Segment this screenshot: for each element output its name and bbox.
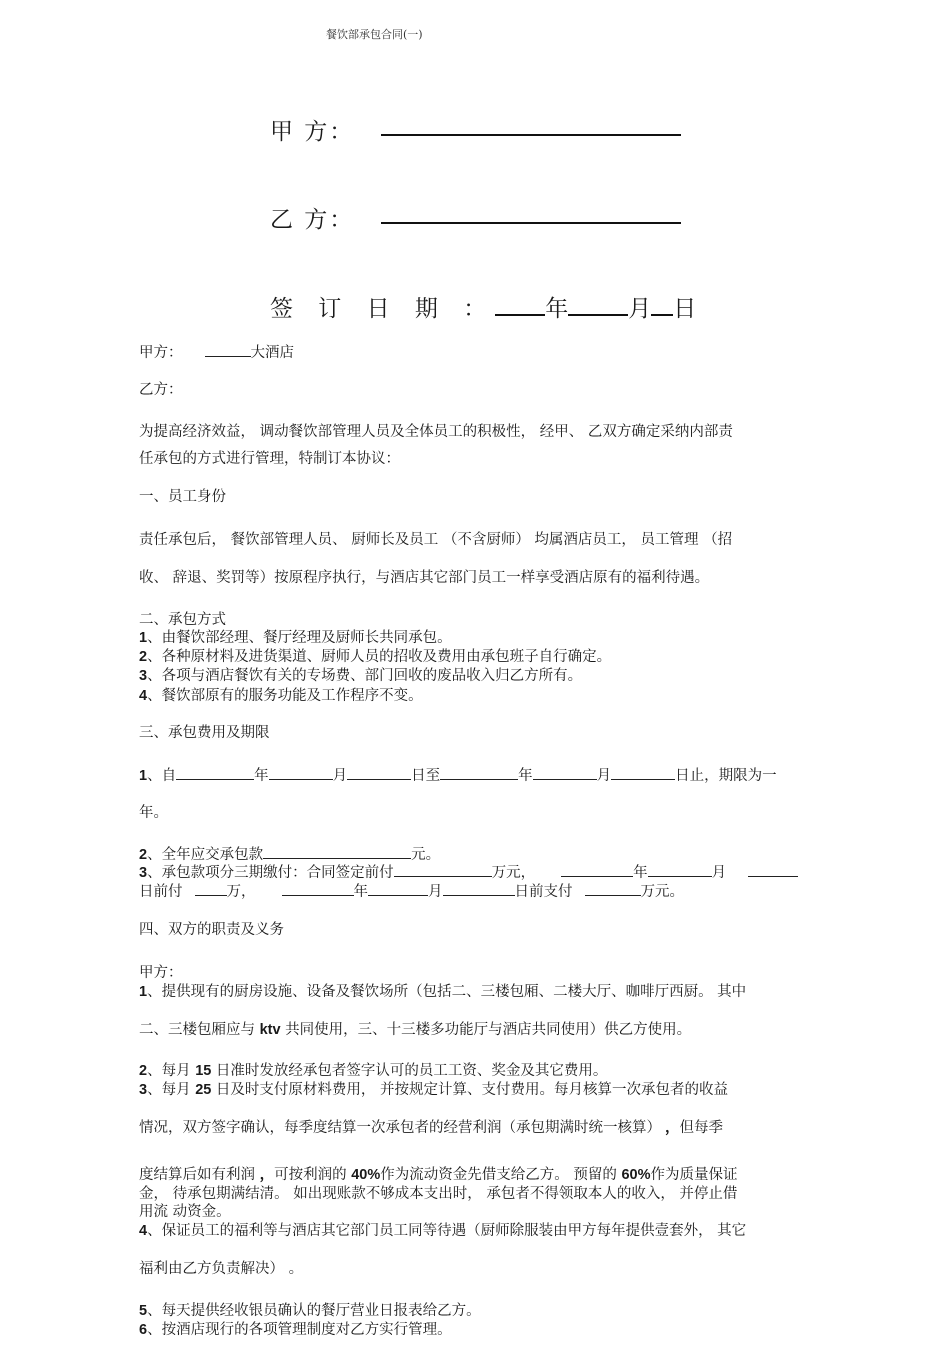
duty-1-line-1: [139, 980, 746, 1001]
text-segment: 、按酒店现行的各项管理制度对乙方实行管理。: [147, 1322, 452, 1338]
text-segment: 、承包款项分三期缴付：合同签定前付: [147, 865, 394, 881]
section-2-heading: 二、承包方式: [139, 612, 226, 628]
text-segment: 月: [332, 768, 348, 784]
text-segment: 万，: [226, 884, 256, 900]
duty-4-line-2: 福利由乙方负责解决） 。: [139, 1261, 304, 1277]
text-segment: 25: [195, 1082, 212, 1098]
party-a-label: 甲方：: [139, 345, 183, 361]
duty-2: [139, 1059, 607, 1080]
party-a-name: 大酒店: [250, 345, 294, 361]
fill-in-blank: [195, 881, 227, 896]
duty-3-line-4: 金， 待承包期满结清。 如出现账款不够成本支出时， 承包者不得领取本人的收入， 并停止借: [139, 1186, 738, 1202]
sign-date-label: 签 订 日 期 ：: [270, 296, 496, 322]
end-year-blank: [440, 765, 518, 780]
text-segment: 日至: [411, 768, 441, 784]
text-segment: 情况，双方签字确认，每季度结算一次承包者的经营利润（承包期满时统一核算）: [139, 1120, 661, 1136]
sign-year-label: 年: [545, 296, 569, 322]
start-month-blank: [269, 765, 333, 780]
sign-date-row: [270, 290, 696, 323]
text-segment: 、餐饮部原有的服务功能及工作程序不变。: [147, 688, 423, 704]
text-segment: 4: [139, 688, 148, 704]
sign-day-blank: [651, 294, 673, 316]
text-segment: 但每季: [679, 1120, 724, 1136]
text-segment: 15: [195, 1063, 212, 1079]
duty-3-line-5: 用流 动资金。: [139, 1204, 231, 1220]
fill-in-blank: [748, 862, 798, 877]
term-period-line: [139, 764, 777, 785]
annual-fee-blank: [263, 844, 411, 859]
section-3-heading: 三、承包费用及期限: [139, 725, 270, 741]
text-segment: 、提供现有的厨房设施、设备及餐饮场所（包括二、三楼包厢、二楼大厅、咖啡厅西厨。 其中: [147, 984, 747, 1000]
text-segment: 1: [139, 630, 148, 646]
start-year-blank: [176, 765, 254, 780]
text-segment: 60%: [621, 1167, 651, 1183]
text-segment: ，: [259, 1167, 275, 1183]
text-segment: 年: [254, 768, 269, 784]
fill-in-blank: [394, 862, 492, 877]
list-item: [139, 645, 611, 666]
fill-in-blank: [585, 881, 641, 896]
list-item: [139, 626, 452, 647]
text-segment: ，: [661, 1120, 680, 1136]
text-segment: 元。: [411, 847, 441, 863]
end-day-blank: [611, 765, 675, 780]
party-b-signature-line: [381, 222, 681, 224]
section-1-line-2: 收、 辞退、奖罚等）按原程序执行，与酒店其它部门员工一样享受酒店原有的福利待遇。: [139, 570, 710, 586]
sign-day-label: 日: [673, 296, 697, 322]
fill-in-blank: [443, 881, 515, 896]
text-segment: 日前付: [139, 884, 183, 900]
end-month-blank: [533, 765, 597, 780]
text-segment: 日止，期限为一: [675, 768, 777, 784]
section-1-heading: 一、员工身份: [139, 489, 226, 505]
text-segment: 3: [139, 1082, 148, 1098]
party-a-cover-label: 甲 方：: [270, 119, 355, 145]
start-day-blank: [347, 765, 411, 780]
intro-line-1: 为提高经济效益， 调动餐饮部管理人员及全体员工的积极性， 经甲、 乙双方确定采纳内部责: [139, 424, 733, 440]
payment-line-1: [139, 861, 798, 882]
sign-month-blank: [568, 294, 628, 316]
text-segment: 2: [139, 649, 148, 665]
text-segment: 4: [139, 1223, 148, 1239]
document-header-title: 餐饮部承包合同(一): [326, 28, 423, 41]
text-segment: 年: [518, 768, 533, 784]
text-segment: 日前支付: [514, 884, 573, 900]
text-segment: 作为流动资金先借支给乙方。 预留的: [380, 1167, 622, 1183]
intro-line-2: 任承包的方式进行管理，特制订本协议：: [139, 451, 400, 467]
text-segment: 、各种原材料及进货渠道、厨师人员的招收及费用由承包班子自行确定。: [147, 649, 612, 665]
party-b-cover-label: 乙 方：: [270, 207, 355, 233]
section-4-heading: 四、双方的职责及义务: [139, 922, 284, 938]
text-segment: 、每月: [147, 1082, 196, 1098]
duty-3-line-2: [139, 1116, 723, 1137]
fill-in-blank: [648, 862, 712, 877]
duty-3-line-1: [139, 1078, 728, 1099]
payment-line-2: [139, 880, 684, 901]
party-a-name-blank: [205, 342, 251, 357]
section-1-line-1: 责任承包后， 餐饮部管理人员、 厨师长及员工 （不含厨师） 均属酒店员工， 员工管理 （招: [139, 532, 733, 548]
text-segment: 、自: [147, 768, 177, 784]
text-segment: 、每月: [147, 1063, 196, 1079]
text-segment: 日准时发放经承包者签字认可的员工工资、奖金及其它费用。: [211, 1063, 608, 1079]
list-item: [139, 664, 582, 685]
list-item: [139, 684, 423, 705]
duty-5: [139, 1299, 481, 1320]
fill-in-blank: [368, 881, 428, 896]
text-segment: 40%: [351, 1167, 381, 1183]
text-segment: 度结算后如有利润: [139, 1167, 260, 1183]
duty-3-line-3: [139, 1163, 738, 1184]
text-segment: 、各项与酒店餐饮有关的专场费、部门回收的废品收入归乙方所有。: [147, 668, 583, 684]
text-segment: 年: [633, 865, 648, 881]
text-segment: ktv: [259, 1022, 281, 1038]
text-segment: 、由餐饮部经理、餐厅经理及厨师长共同承包。: [147, 630, 452, 646]
text-segment: 月: [428, 884, 443, 900]
term-period-cont: 年。: [139, 805, 168, 821]
party-a-duties-label: 甲方：: [139, 965, 183, 981]
text-segment: 1: [139, 984, 148, 1000]
text-segment: 可按利润的: [274, 1167, 352, 1183]
text-segment: 2: [139, 847, 148, 863]
text-segment: 、每天提供经收银员确认的餐厅营业日报表给乙方。: [147, 1303, 481, 1319]
text-segment: 6: [139, 1322, 148, 1338]
text-segment: 月: [711, 865, 727, 881]
fill-in-blank: [282, 881, 354, 896]
duty-6: [139, 1318, 452, 1339]
text-segment: 5: [139, 1303, 148, 1319]
text-segment: 年: [353, 884, 368, 900]
sign-month-label: 月: [628, 296, 652, 322]
party-a-line: [139, 341, 294, 362]
text-segment: 、保证员工的福利等与酒店其它部门员工同等待遇（厨师除服装由甲方每年提供壹套外， 其它: [147, 1223, 747, 1239]
text-segment: 3: [139, 865, 148, 881]
duty-1-line-2: [139, 1018, 691, 1039]
duty-4-line-1: [139, 1219, 746, 1240]
text-segment: 1: [139, 768, 148, 784]
text-segment: 作为质量保证: [650, 1167, 738, 1183]
sign-year-blank: [495, 294, 545, 316]
party-a-signature-line: [381, 134, 681, 136]
party-b-label: 乙方：: [139, 382, 183, 398]
text-segment: 共同使用，三、十三楼多功能厅与酒店共同使用）供乙方使用。: [280, 1022, 692, 1038]
text-segment: 3: [139, 668, 148, 684]
text-segment: 万元。: [640, 884, 684, 900]
text-segment: 2: [139, 1063, 148, 1079]
fill-in-blank: [561, 862, 633, 877]
text-segment: 日及时支付原材料费用， 并按规定计算、支付费用。每月核算一次承包者的收益: [211, 1082, 729, 1098]
text-segment: 万元，: [491, 865, 536, 881]
text-segment: 、全年应交承包款: [147, 847, 264, 863]
text-segment: 月: [596, 768, 612, 784]
text-segment: 二、三楼包厢应与: [139, 1022, 260, 1038]
